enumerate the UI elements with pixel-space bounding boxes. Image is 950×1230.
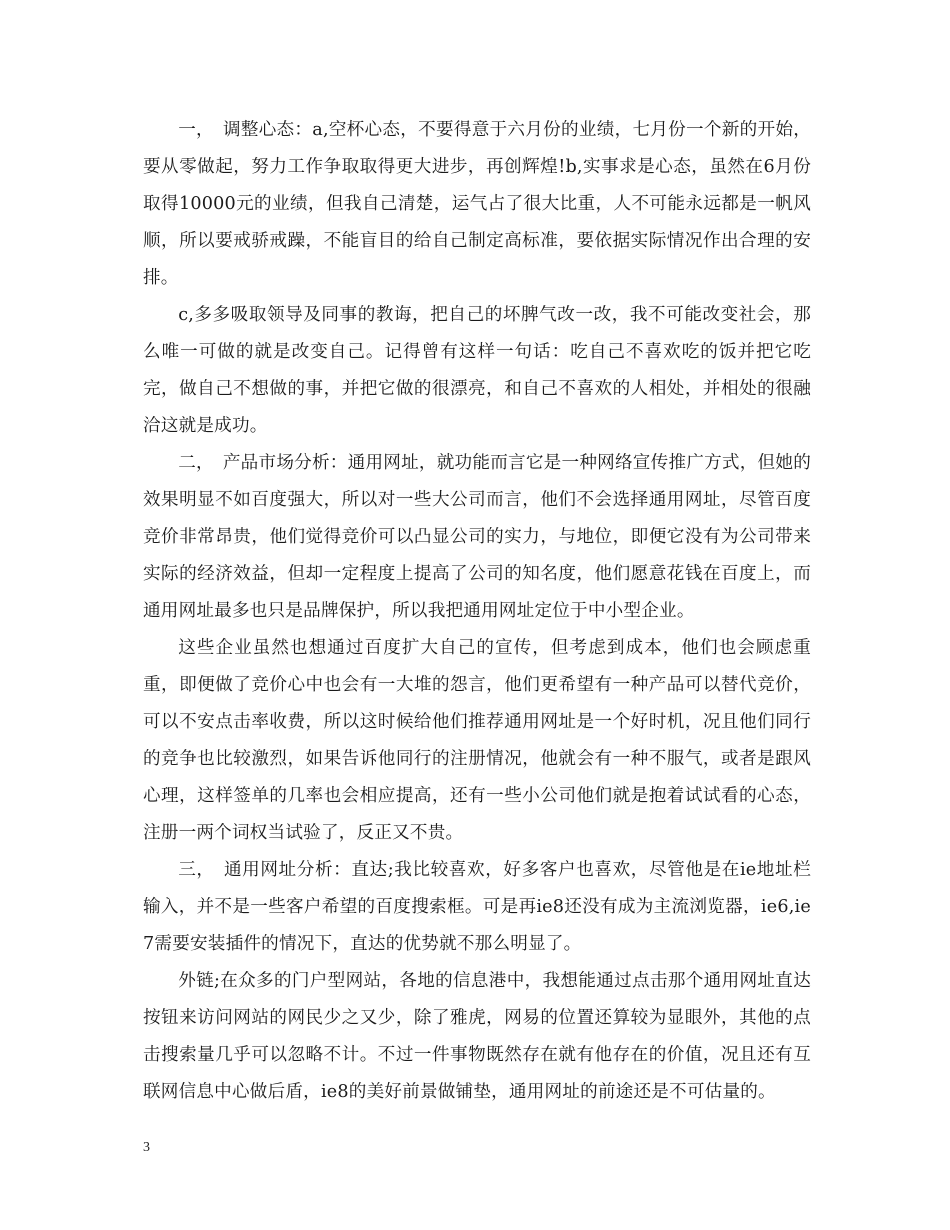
paragraph-learn-from-colleagues: c,多多吸取领导及同事的教诲，把自己的坏脾气改一改，我不可能改变社会，那么唯一可做的就是改变自己。记得曾有这样一句话：吃自己不喜欢吃的饭并把它吃完，做自己不想做的事，并把它做的很漂亮，和自己不喜欢的人相处，并相处的很融洽这就是成功。	[143, 305, 811, 436]
page-number: 3	[143, 1140, 150, 1155]
paragraph-external-links: 外链;在众多的门户型网站，各地的信息港中，我想能通过点击那个通用网址直达按钮来访问网站的网民少之又少，除了雅虎，网易的位置还算较为显眼外，其他的点击搜索量几乎可以忽略不计。不过一件事物既然存在就有他存在的价值，况且还有互联网信息中心做后盾，ie8的美好前景做铺垫，通用网址的前途还是不可估量的。	[143, 971, 811, 1102]
paragraph-url-analysis: 三， 通用网址分析：直达;我比较喜欢，好多客户也喜欢，尽管他是在ie地址栏输入，并不是一些客户希望的百度搜索框。可是再ie8还没有成为主流浏览器，ie6,ie7需要安装插件的情况下，直达的优势就不那么明显了。	[143, 860, 811, 954]
paragraph-sme-customers: 这些企业虽然也想通过百度扩大自己的宣传，但考虑到成本，他们也会顾虑重重，即便做了竞价心中也会有一大堆的怨言，他们更希望有一种产品可以替代竞价，可以不安点击率收费，所以这时候给他们推荐通用网址是一个好时机，况且他们同行的竞争也比较激烈，如果告诉他同行的注册情况，他就会有一种不服气，或者是跟风心理，这样签单的几率也会相应提高，还有一些小公司他们就是抱着试试看的心态，注册一两个词权当试验了，反正又不贵。	[143, 638, 811, 843]
paragraph-adjust-mindset: 一， 调整心态：a,空杯心态，不要得意于六月份的业绩，七月份一个新的开始，要从零做起，努力工作争取取得更大进步，再创辉煌!b,实事求是心态，虽然在6月份取得10000元的业绩，但我自己清楚，运气占了很大比重，人不可能永远都是一帆风顺，所以要戒骄戒躁，不能盲目的给自己制定高标准，要依据实际情况作出合理的安排。	[143, 120, 811, 288]
paragraph-market-analysis: 二， 产品市场分析：通用网址，就功能而言它是一种网络宣传推广方式，但她的效果明显不如百度强大，所以对一些大公司而言，他们不会选择通用网址，尽管百度竞价非常昂贵，他们觉得竞价可以凸显公司的实力，与地位，即便它没有为公司带来实际的经济效益，但却一定程度上提高了公司的知名度，他们愿意花钱在百度上，而通用网址最多也只是品牌保护，所以我把通用网址定位于中小型企业。	[143, 453, 811, 621]
document-body	[143, 112, 811, 1111]
